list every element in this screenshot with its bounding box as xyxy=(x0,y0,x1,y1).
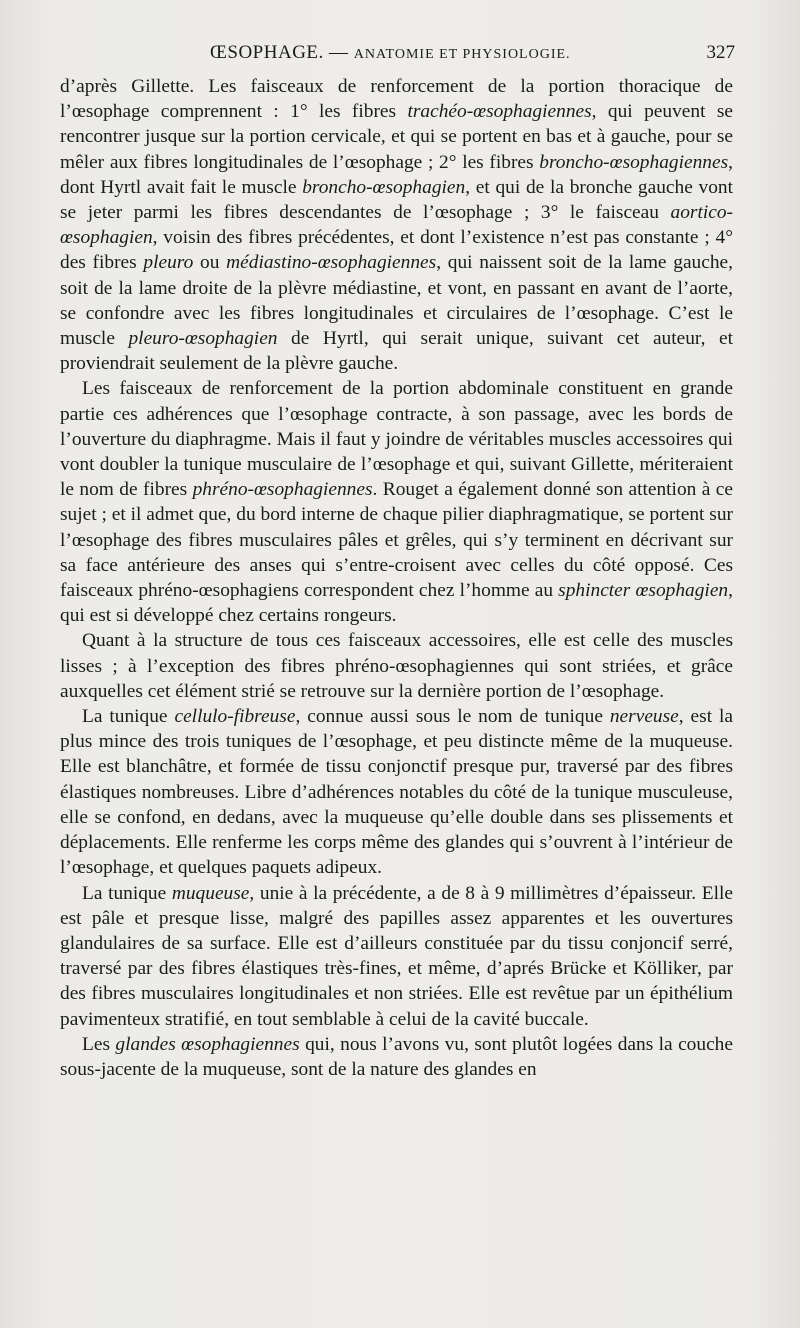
text-run: Quant à la structure de tous ces faisceaux accessoires, elle est celle des muscles lisses ; à l’exception des fibres phréno-œsophagiennes qui sont striées, et grâce auxquelles cet élément strié se retrouve sur la dernière portion de l’œsophage. xyxy=(60,630,733,702)
italic-term: pleuro-œsophagien xyxy=(128,328,278,350)
text-run: . Rouget a également donné son attention à ce sujet ; et il admet que, du bord interne de chaque pilier diaphragmatique, se portent sur l’œsophage des fibres musculaires pâles et grêles, qui s’y terminent en décrivant sur sa face antérieure des anses qui s’entre-croisent avec celles du côté opposé. Ces faisceaux phréno-œsophagiens correspondent chez l’homme au xyxy=(60,479,733,602)
text-run: ou xyxy=(193,252,227,274)
running-header xyxy=(60,42,735,70)
text-run: , qui est si développé chez certains rongeurs. xyxy=(60,580,733,627)
italic-term: aortico-œsophagien xyxy=(60,202,733,249)
body-text xyxy=(60,74,733,1082)
text-run: , est la plus mince des trois tuniques de l’œsophage, et peu distincte même de la muqueuse. Elle est blanchâtre, et formée de tissu conjonctif presque pur, traversé par des fibres élastiques nombreuses. Libre d’adhérences notables du côté de la tunique musculeuse, elle se confond, en dedans, avec la muqueuse qu’elle double dans ses plissements et déplacements. Elle renferme les corps même des glandes qui s’ouvrent à l’intérieur de l’œsophage, et quelques paquets adipeux. xyxy=(60,706,734,879)
text-run: , unie à la précédente, a de 8 à 9 millimètres d’épaisseur. Elle est pâle et presque lisse, malgré des papilles assez apparentes et les ouvertures glandulaires de sa surface. Elle est d’ailleurs constituée par du tissu conjoncif serré, traversé par des fibres élastiques très-fines, et même, d’aprés Brücke et Kölliker, par des fibres musculaires longitudinales et non striées. Elle est revêtue par un épithélium pavimenteux stratifié, en tout semblable à celui de la cavité buccale. xyxy=(60,882,734,1030)
text-run: La tunique xyxy=(82,706,175,728)
text-run: , connue aussi sous le nom de tunique xyxy=(295,706,610,728)
paragraph xyxy=(60,881,733,1032)
paragraph xyxy=(60,1032,733,1082)
italic-term: pleuro xyxy=(143,252,194,274)
italic-term: muqueuse xyxy=(171,882,250,904)
page-number: 327 xyxy=(706,42,735,63)
running-title-dash: — xyxy=(323,42,354,63)
text-run: de Hyrtl, qui serait unique, suivant cet auteur, et proviendrait seulement de la plèvre gauche. xyxy=(60,328,733,375)
running-title xyxy=(210,42,571,64)
italic-term: broncho-œsophagien xyxy=(302,176,466,198)
text-run: , et qui de la bronche gauche vont se jeter parmi les fibres descendantes de l’œsophage ; 3° le faisceau xyxy=(60,176,733,224)
running-title-main: ŒSOPHAGE. xyxy=(210,42,324,63)
italic-term: cellulo-fibreuse xyxy=(174,706,296,728)
italic-term: broncho-œsophagiennes xyxy=(539,151,729,173)
italic-term: glandes œsophagiennes xyxy=(115,1033,300,1055)
text-run: , qui naissent soit de la lame gauche, soit de la lame droite de la plèvre médiastine, et vont, en passant en avant de l’aorte, se confondre avec les fibres longitudinales et circulaires de l’œsophage. C’est le muscle xyxy=(60,252,733,350)
text-run: , qui peuvent se rencontrer jusque sur la portion cervicale, et qui se portent en bas et à gauche, pour se mêler aux fibres longitudinales de l’œsophage ; 2° les fibres xyxy=(60,101,733,173)
text-run: qui, nous l’avons vu, sont plutôt logées dans la couche sous-jacente de la muqueuse, sont de la nature des glandes en xyxy=(60,1033,733,1080)
paragraph xyxy=(60,704,733,880)
running-title-subtitle: ANATOMIE ET PHYSIOLOGIE. xyxy=(353,47,571,62)
paragraph xyxy=(60,628,733,704)
paragraph xyxy=(60,376,733,628)
italic-term: médiastino-œsophagiennes xyxy=(226,252,437,274)
italic-term: phréno-œsophagiennes xyxy=(192,479,373,501)
text-run: , dont Hyrtl avait fait le muscle xyxy=(60,151,733,198)
text-run: Les faisceaux de renforcement de la portion abdominale constituent en grande partie ces adhérences que l’œsophage contracte, à son passage, avec les bords de l’ouverture du diaphragme. Mais il faut y joindre de véritables muscles accessoires qui vont doubler la tunique musculaire de l’œsophage et qui, suivant Gillette, mériteraient le nom de fibres xyxy=(60,378,733,501)
text-run: d’après Gillette. Les faisceaux de renforcement de la portion thoracique de l’œsophage comprennent : 1° les fibres xyxy=(60,76,733,123)
paragraph xyxy=(60,74,733,376)
italic-term: nerveuse xyxy=(609,706,679,728)
italic-term: sphincter œsophagien xyxy=(558,580,729,602)
italic-term: trachéo-œsophagiennes xyxy=(407,101,592,123)
text-run: La tunique xyxy=(82,882,172,904)
text-run: , voisin des fibres précédentes, et dont l’existence n’est pas constante ; 4° des fibres xyxy=(60,227,733,274)
text-run: Les xyxy=(82,1033,116,1055)
